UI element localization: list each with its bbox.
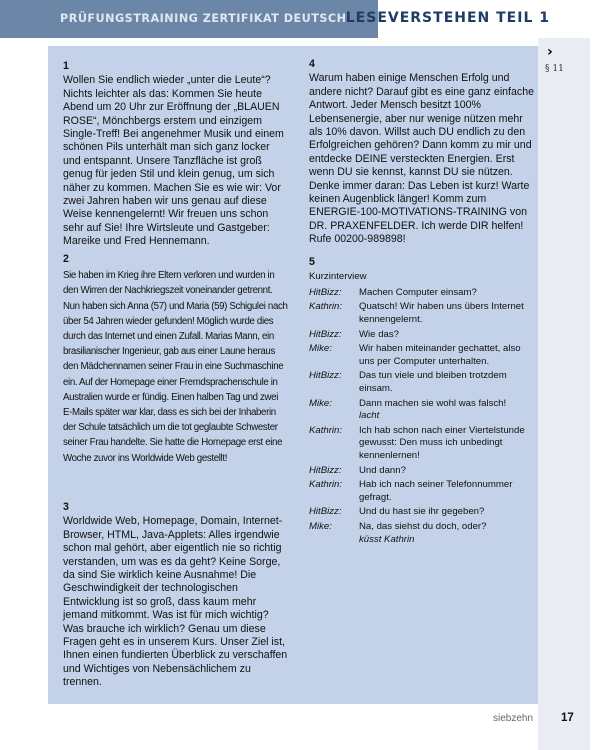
interview-line: [309, 301, 537, 326]
header-right-title: LESEVERSTEHEN TEIL 1: [345, 10, 550, 26]
interview-text: Wir haben miteinander gechattet, also uns per Computer unterhalten.: [359, 343, 521, 367]
interview-text: Ich hab schon nach einer Viertelstunde gewusst: Den muss ich unbedingt kennenlernen!: [359, 424, 525, 461]
text-block-5: [309, 256, 537, 548]
interview-stage-direction: küsst Kathrin: [359, 533, 415, 545]
text-number-2: 2: [63, 253, 69, 265]
interview-line: [309, 343, 537, 368]
interview-speaker: HitBizz:: [309, 328, 342, 340]
section-reference: § 11: [545, 64, 564, 74]
interview-line: [309, 465, 537, 478]
interview-text-wrap: [359, 329, 537, 342]
interview-line: [309, 479, 537, 504]
interview-text-wrap: [359, 287, 537, 300]
interview-text-wrap: [359, 521, 537, 546]
interview-text: Na, das siehst du doch, oder?: [359, 520, 487, 532]
interview-line: [309, 521, 537, 546]
interview-text: Machen Computer einsam?: [359, 286, 477, 298]
text-number-1: 1: [63, 60, 69, 72]
interview-text: Das tun viele und bleiben trotzdem einsam.: [359, 370, 507, 394]
interview-text-wrap: [359, 479, 537, 504]
page-number: 17: [561, 712, 574, 724]
interview-speaker: Mike:: [309, 520, 332, 532]
interview-line: [309, 398, 537, 423]
page-header: [0, 0, 600, 38]
interview-line: [309, 287, 537, 300]
interview-text-wrap: [359, 506, 537, 519]
interview-text: Hab ich nach seiner Telefonnummer gefragt.: [359, 479, 513, 503]
interview-speaker: Mike:: [309, 397, 332, 409]
interview-line: [309, 370, 537, 395]
header-left-band: [0, 0, 378, 38]
interview-speaker: Kathrin:: [309, 479, 343, 491]
text-block-3: [63, 501, 288, 690]
interview-text-wrap: [359, 465, 537, 478]
interview-text: Und du hast sie ihr gegeben?: [359, 506, 485, 518]
text-body-3: Worldwide Web, Homepage, Domain, Internet-Browser, HTML, Java-Applets: Alles irgendwie schon mal gehört, aber eigentlich nie so richtig verstanden, um was es da geht? Keine Sorge, da sind Sie wirklich keine Ausnahme! Die Geschwindigkeit der technologischen Entwicklung ist so groß, dass kaum mehr jemand mitkommt. Was ist für mich wichtig? Was brauche ich wirklich? Genau um diese Fragen geht es in unserem Kurs. Unser Ziel ist, Ihnen einen fundierten Überblick zu verschaffen und Wichtiges von Nebensächlichem zu trennen.: [63, 515, 288, 689]
interview-text-wrap: [359, 425, 537, 463]
interview-stage-direction: lacht: [359, 410, 380, 422]
text-block-1: [63, 60, 288, 249]
interview-speaker: Kathrin:: [309, 424, 343, 436]
interview-speaker: Kathrin:: [309, 301, 343, 313]
interview-dialogue: [309, 287, 537, 546]
text-number-4: 4: [309, 58, 315, 70]
interview-speaker: HitBizz:: [309, 506, 342, 518]
text-body-1: Wollen Sie endlich wieder „unter die Leute“? Nichts leichter als das: Kommen Sie heute Abend um 20 Uhr zur Eröffnung der „BLAUEN ROSE“, Mönchbergs erstem und einzigem Single-Treff! Bei angenehmer Musik und einem schönen Pils unterhält man sich ganz locker und entspannt. Unsere Tanzfläche ist groß genug für jeden Stil und klein genug, um sich näher zu kommen. Machen Sie es wie wir: Vor zwei Jahren haben wir uns genau auf diese Weise kennengelernt! Wir freuen uns schon sehr auf Sie! Ihre Wirtsleute und Gastgeber: Mareike und Fred Hennemann.: [63, 74, 284, 248]
arrow-right-icon: ›: [547, 44, 553, 60]
interview-text: Und dann?: [359, 464, 406, 476]
interview-speaker: HitBizz:: [309, 286, 342, 298]
text-body-2: Sie haben im Krieg ihre Eltern verloren und wurden in den Wirren der Nachkriegszeit voneinander getrennt. Nun haben sich Anna (57) und Maria (59) Schigulei nach über 54 Jahren wieder gefunden! Möglich wurde dies durch das Internet und einen Zufall. Marias Mann, ein brasilianischer Ingenieur, gab aus einer Laune heraus den Mädchennamen seiner Frau in eine Suchmaschine ein. Auf der Homepage einer Fremdsprachenschule in Australien wurde er fündig. Einen halben Tag und zwei E-Mails später war klar, dass es sich bei der Inhaberin der Schule tatsächlich um die tot geglaubte Schwester seiner Frau handelte. Sie hatte die Homepage erst eine Woche zuvor ins Worldwide Web gestellt!: [63, 270, 288, 464]
text-body-4: Warum haben einige Menschen Erfolg und andere nicht? Darauf gibt es eine ganz einfache Antwort. Jeder Mensch besitzt 100% Lebensenergie, aber nur wenige nützen mehr als 10% davon. Willst auch DU endlich zu den Erfolgreichen gehören? Dann komm zu mir und entdecke DEINE versteckten Energien. Erst wenn DU sie kennst, kannst DU sie nützen. Denke immer daran: Das Leben ist kurz! Warte keinen Augenblick länger! Komm zum ENERGIE-100-MOTIVATIONS-TRAINING von DR. PRAXENFELDER. Ich werde DIR helfen! Rufe 00200-989898!: [309, 72, 534, 246]
interview-speaker: HitBizz:: [309, 370, 342, 382]
interview-line: [309, 425, 537, 463]
interview-speaker: Mike:: [309, 343, 332, 355]
interview-text: Dann machen sie wohl was falsch!: [359, 397, 507, 409]
text-number-3: 3: [63, 501, 69, 513]
page-number-word: siebzehn: [493, 713, 534, 724]
text-block-4: [309, 58, 537, 247]
interview-text: Wie das?: [359, 328, 399, 340]
interview-line: [309, 329, 537, 342]
interview-title: Kurzinterview: [309, 271, 367, 283]
interview-text: Quatsch! Wir haben uns übers Internet kennengelernt.: [359, 301, 524, 325]
interview-text-wrap: [359, 370, 537, 395]
interview-speaker: HitBizz:: [309, 464, 342, 476]
interview-text-wrap: [359, 343, 537, 368]
text-block-2: [63, 252, 288, 466]
interview-text-wrap: [359, 398, 537, 423]
side-margin-strip: [538, 38, 590, 750]
header-left-title: PRÜFUNGSTRAINING ZERTIFIKAT DEUTSCH: [60, 12, 347, 25]
text-number-5: 5: [309, 256, 315, 268]
interview-line: [309, 506, 537, 519]
interview-text-wrap: [359, 301, 537, 326]
